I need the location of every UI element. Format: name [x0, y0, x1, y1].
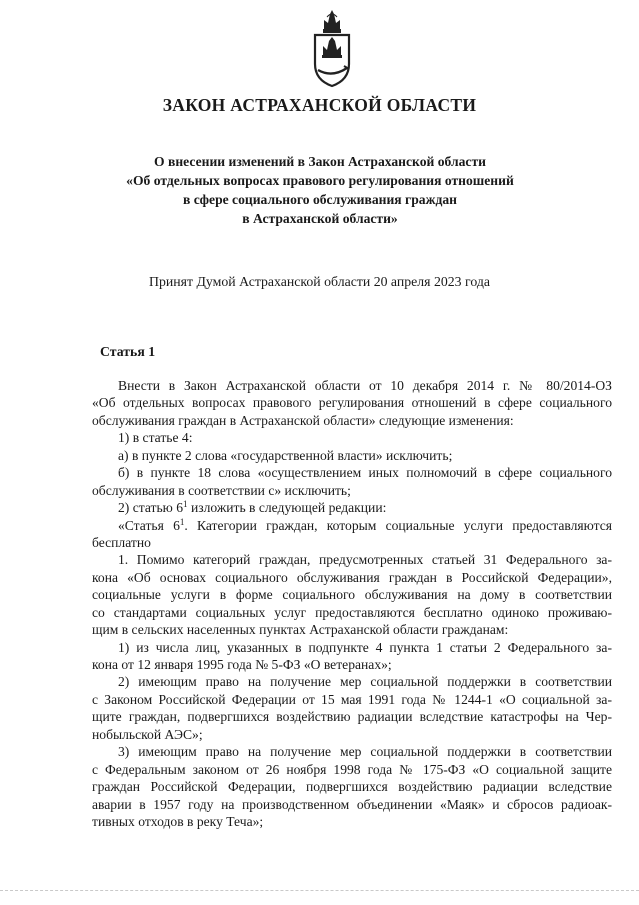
superscript-index: 1 — [183, 499, 188, 510]
article-line-text: 1) из числа лиц, указанных в подпункте 4 пункта 1 статьи 2 Федерального за- — [118, 639, 612, 655]
article-line-text: граждан Российской Федерации, подвергшихся воздействию радиации вследствие — [92, 779, 612, 795]
article-line — [92, 691, 612, 708]
subject-line: в Астраханской области» — [242, 211, 398, 226]
article-line — [92, 726, 612, 743]
article-line-text: 1. Помимо категорий граждан, предусмотренных статьей 31 Федерального за- — [118, 552, 612, 568]
article-line-text: с Федеральным законом от 26 ноября 1998 года № 175-ФЗ «О социальной защите — [92, 761, 612, 777]
article-line-text: а) в пункте 2 слова «государственной власти» исключить; — [118, 447, 453, 463]
article-line — [92, 621, 612, 638]
subject-line: О внесении изменений в Закон Астраханской области — [154, 154, 486, 169]
article-line-text: . Категории граждан, которым социальные услуги предоставляются — [184, 517, 612, 533]
article-line — [92, 639, 612, 656]
scan-edge-divider — [0, 890, 639, 891]
article-line — [92, 604, 612, 621]
article-line-text: 2) статью 6 — [118, 500, 184, 516]
article-line-text: «Статья 6 — [118, 517, 180, 533]
article-heading: Статья 1 — [100, 344, 156, 359]
article-line-text: 3) имеющим право на получение мер социальной поддержки в соответствии — [118, 744, 612, 760]
article-line-text: со стандартами социальных услуг предоставляются бесплатно одиноко проживаю- — [92, 604, 612, 620]
article-line-text: щите граждан, подвергшихся воздействию радиации вследствие катастрофы на Чер- — [92, 709, 612, 725]
article-line — [92, 377, 612, 394]
article-line — [92, 778, 612, 795]
article-line-text: изложить в следующей редакции: — [187, 500, 387, 516]
article-line — [92, 708, 612, 725]
article-line — [92, 569, 612, 586]
article-line — [92, 517, 612, 534]
article-line — [92, 394, 612, 411]
article-line-text: обслуживания граждан в Астраханской области» следующие изменения: — [92, 412, 514, 428]
article-line-text: кона от 12 января 1995 года № 5-ФЗ «О ветеранах»; — [92, 657, 392, 672]
superscript-index: 1 — [179, 516, 185, 527]
article-line-text: щим в сельских населенных пунктах Астраханской области гражданам: — [92, 622, 509, 638]
article-line-text: 1) в статье 4: — [118, 430, 193, 446]
article-line-text: аварии в 1957 году на производственном объединении «Маяк» и сбросов радиоак- — [92, 796, 612, 812]
article-line-text: тивных отходов в реку Теча»; — [92, 813, 264, 829]
article-line — [92, 499, 612, 516]
subject-line: «Об отдельных вопросах правового регулирования отношений — [126, 173, 514, 188]
article-line — [92, 743, 612, 760]
article-line — [92, 586, 612, 603]
article-line-text: обслуживания в соответствии с» исключить; — [92, 482, 351, 498]
article-line-text: кона «Об основах социального обслуживания граждан в Российской Федерации», — [92, 569, 612, 585]
adoption-statement: Принят Думой Астраханской области 20 апреля 2023 года — [149, 274, 490, 289]
astrakhan-coat-of-arms-icon — [303, 8, 361, 88]
article-line-text: нобыльской АЭС»; — [92, 726, 203, 742]
law-title: ЗАКОН АСТРАХАНСКОЙ ОБЛАСТИ — [162, 95, 477, 115]
article-line-text: бесплатно — [92, 534, 151, 550]
article-line — [92, 656, 612, 673]
article-line-text: 2) имеющим право на получение мер социальной поддержки в соответствии — [118, 674, 612, 690]
article-line — [92, 534, 612, 551]
article-line-text: б) в пункте 18 слова «осуществлением иных полномочий в сфере социального — [118, 465, 612, 481]
article-line — [92, 673, 612, 690]
article-line — [92, 482, 612, 499]
article-line-text: «Об отдельных вопросах правового регулирования отношений в сфере социального — [92, 395, 612, 411]
article-line — [92, 761, 612, 778]
article-line — [92, 464, 612, 481]
article-line — [92, 447, 612, 464]
article-line — [92, 551, 612, 568]
article-line-text: социальные услуги в форме социального обслуживания на дому в соответствии — [92, 587, 612, 603]
subject-line: в сфере социального обслуживания граждан — [183, 192, 457, 207]
article-line — [92, 796, 612, 813]
article-line — [92, 429, 612, 446]
article-body — [92, 377, 612, 830]
article-line-text: с Законом Российской Федерации от 15 мая 1991 года № 1244-1 «О социальной за- — [92, 691, 612, 707]
article-line-text: Внести в Закон Астраханской области от 10 декабря 2014 г. № 80/2014-ОЗ — [118, 378, 612, 393]
article-line — [92, 412, 612, 429]
article-line — [92, 813, 612, 830]
law-subject — [60, 152, 580, 228]
